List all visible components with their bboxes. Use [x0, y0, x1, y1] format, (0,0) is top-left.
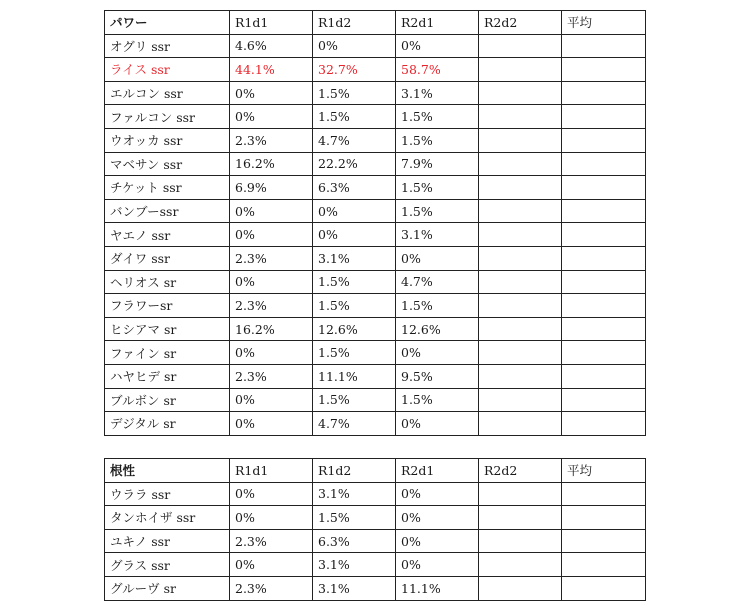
value-cell: 0%	[230, 105, 313, 129]
value-cell: 3.1%	[396, 223, 479, 247]
value-cell	[562, 529, 646, 553]
value-cell	[562, 34, 646, 58]
value-cell	[562, 105, 646, 129]
row-label: フラワーsr	[105, 294, 230, 318]
row-label: グラス ssr	[105, 553, 230, 577]
row-label: バンブーssr	[105, 199, 230, 223]
value-cell: 0%	[313, 223, 396, 247]
value-cell: 1.5%	[313, 506, 396, 530]
value-cell	[479, 506, 562, 530]
value-cell: 0%	[396, 341, 479, 365]
value-cell: 1.5%	[396, 105, 479, 129]
value-cell: 0%	[230, 81, 313, 105]
value-cell: 3.1%	[313, 553, 396, 577]
value-cell	[479, 388, 562, 412]
table-row	[105, 294, 646, 318]
value-cell: 0%	[396, 506, 479, 530]
table-row	[105, 199, 646, 223]
table-row	[105, 58, 646, 82]
value-cell	[479, 34, 562, 58]
value-cell: 58.7%	[396, 58, 479, 82]
value-cell	[479, 553, 562, 577]
value-cell: 0%	[230, 506, 313, 530]
value-cell	[562, 341, 646, 365]
value-cell: 1.5%	[396, 176, 479, 200]
table-row	[105, 152, 646, 176]
table-row	[105, 482, 646, 506]
value-cell: 0%	[396, 34, 479, 58]
value-cell: 1.5%	[396, 294, 479, 318]
value-cell	[479, 529, 562, 553]
column-header: R1d1	[230, 11, 313, 35]
value-cell: 0%	[396, 246, 479, 270]
table-row	[105, 341, 646, 365]
column-header: R2d2	[479, 459, 562, 483]
column-header: 平均	[562, 11, 646, 35]
row-label: ライス ssr	[105, 58, 230, 82]
row-label: ファイン sr	[105, 341, 230, 365]
value-cell: 3.1%	[396, 81, 479, 105]
value-cell	[562, 294, 646, 318]
value-cell: 11.1%	[313, 364, 396, 388]
value-cell: 16.2%	[230, 152, 313, 176]
table-row	[105, 246, 646, 270]
table-row	[105, 553, 646, 577]
row-label: オグリ ssr	[105, 34, 230, 58]
value-cell	[562, 553, 646, 577]
value-cell: 0%	[230, 412, 313, 436]
value-cell: 0%	[230, 341, 313, 365]
value-cell: 4.7%	[313, 128, 396, 152]
value-cell	[479, 482, 562, 506]
value-cell	[479, 246, 562, 270]
value-cell	[479, 58, 562, 82]
value-cell	[479, 270, 562, 294]
row-label: ブルボン sr	[105, 388, 230, 412]
table-title: 根性	[105, 459, 230, 483]
value-cell	[562, 81, 646, 105]
value-cell	[479, 81, 562, 105]
value-cell	[479, 105, 562, 129]
value-cell: 2.3%	[230, 246, 313, 270]
value-cell: 12.6%	[396, 317, 479, 341]
value-cell	[562, 176, 646, 200]
value-cell: 2.3%	[230, 529, 313, 553]
value-cell: 9.5%	[396, 364, 479, 388]
value-cell: 0%	[396, 529, 479, 553]
value-cell: 0%	[230, 482, 313, 506]
value-cell	[562, 576, 646, 600]
row-label: ユキノ ssr	[105, 529, 230, 553]
table-title: パワー	[105, 11, 230, 35]
value-cell	[562, 270, 646, 294]
value-cell	[562, 152, 646, 176]
row-label: ヒシアマ sr	[105, 317, 230, 341]
value-cell: 0%	[230, 223, 313, 247]
value-cell: 6.3%	[313, 176, 396, 200]
table-header-row	[105, 459, 646, 483]
value-cell	[562, 58, 646, 82]
column-header: R2d1	[396, 11, 479, 35]
value-cell: 0%	[230, 388, 313, 412]
value-cell: 0%	[396, 553, 479, 577]
table-header-row	[105, 11, 646, 35]
value-cell: 1.5%	[396, 128, 479, 152]
value-cell: 0%	[396, 482, 479, 506]
value-cell	[562, 317, 646, 341]
value-cell: 2.3%	[230, 364, 313, 388]
column-header: 平均	[562, 459, 646, 483]
value-cell: 16.2%	[230, 317, 313, 341]
power-table	[104, 10, 646, 436]
value-cell	[562, 364, 646, 388]
row-label: グルーヴ sr	[105, 576, 230, 600]
value-cell	[479, 199, 562, 223]
value-cell: 12.6%	[313, 317, 396, 341]
value-cell: 0%	[313, 34, 396, 58]
value-cell: 22.2%	[313, 152, 396, 176]
row-label: ヘリオス sr	[105, 270, 230, 294]
table-row	[105, 81, 646, 105]
column-header: R2d2	[479, 11, 562, 35]
value-cell	[562, 506, 646, 530]
value-cell: 4.6%	[230, 34, 313, 58]
value-cell: 3.1%	[313, 246, 396, 270]
row-label: ファルコン ssr	[105, 105, 230, 129]
table-row	[105, 176, 646, 200]
value-cell	[479, 152, 562, 176]
column-header: R2d1	[396, 459, 479, 483]
row-label: エルコン ssr	[105, 81, 230, 105]
value-cell: 0%	[230, 270, 313, 294]
value-cell: 2.3%	[230, 294, 313, 318]
value-cell: 0%	[230, 553, 313, 577]
value-cell	[562, 199, 646, 223]
row-label: ハヤヒデ sr	[105, 364, 230, 388]
table-row	[105, 388, 646, 412]
value-cell	[562, 246, 646, 270]
row-label: ヤエノ ssr	[105, 223, 230, 247]
value-cell: 3.1%	[313, 482, 396, 506]
row-label: デジタル sr	[105, 412, 230, 436]
value-cell: 6.9%	[230, 176, 313, 200]
value-cell	[562, 412, 646, 436]
column-header: R1d2	[313, 11, 396, 35]
value-cell	[479, 317, 562, 341]
value-cell: 4.7%	[313, 412, 396, 436]
table-row	[105, 270, 646, 294]
value-cell: 2.3%	[230, 576, 313, 600]
value-cell: 11.1%	[396, 576, 479, 600]
value-cell: 4.7%	[396, 270, 479, 294]
table-row	[105, 412, 646, 436]
value-cell: 3.1%	[313, 576, 396, 600]
value-cell: 7.9%	[396, 152, 479, 176]
table-row	[105, 34, 646, 58]
value-cell: 1.5%	[396, 388, 479, 412]
table-row	[105, 105, 646, 129]
value-cell	[562, 388, 646, 412]
table-row	[105, 364, 646, 388]
value-cell	[479, 412, 562, 436]
row-label: ウオッカ ssr	[105, 128, 230, 152]
value-cell	[479, 341, 562, 365]
table-row	[105, 317, 646, 341]
value-cell: 1.5%	[313, 388, 396, 412]
value-cell: 2.3%	[230, 128, 313, 152]
value-cell: 1.5%	[313, 341, 396, 365]
row-label: マベサン ssr	[105, 152, 230, 176]
value-cell	[479, 294, 562, 318]
value-cell	[562, 128, 646, 152]
column-header: R1d2	[313, 459, 396, 483]
row-label: タンホイザ ssr	[105, 506, 230, 530]
row-label: ウララ ssr	[105, 482, 230, 506]
value-cell	[479, 576, 562, 600]
value-cell	[562, 482, 646, 506]
column-header: R1d1	[230, 459, 313, 483]
value-cell: 1.5%	[313, 81, 396, 105]
value-cell	[479, 223, 562, 247]
value-cell	[479, 128, 562, 152]
table-row	[105, 506, 646, 530]
value-cell	[562, 223, 646, 247]
table-row	[105, 529, 646, 553]
value-cell: 1.5%	[313, 105, 396, 129]
value-cell: 32.7%	[313, 58, 396, 82]
row-label: ダイワ ssr	[105, 246, 230, 270]
value-cell: 1.5%	[313, 294, 396, 318]
value-cell	[479, 176, 562, 200]
value-cell: 1.5%	[313, 270, 396, 294]
value-cell: 6.3%	[313, 529, 396, 553]
value-cell: 0%	[396, 412, 479, 436]
guts-table	[104, 458, 646, 601]
value-cell: 44.1%	[230, 58, 313, 82]
table-row	[105, 128, 646, 152]
value-cell: 0%	[313, 199, 396, 223]
table-row	[105, 223, 646, 247]
table-row	[105, 576, 646, 600]
value-cell	[479, 364, 562, 388]
row-label: チケット ssr	[105, 176, 230, 200]
value-cell: 1.5%	[396, 199, 479, 223]
value-cell: 0%	[230, 199, 313, 223]
